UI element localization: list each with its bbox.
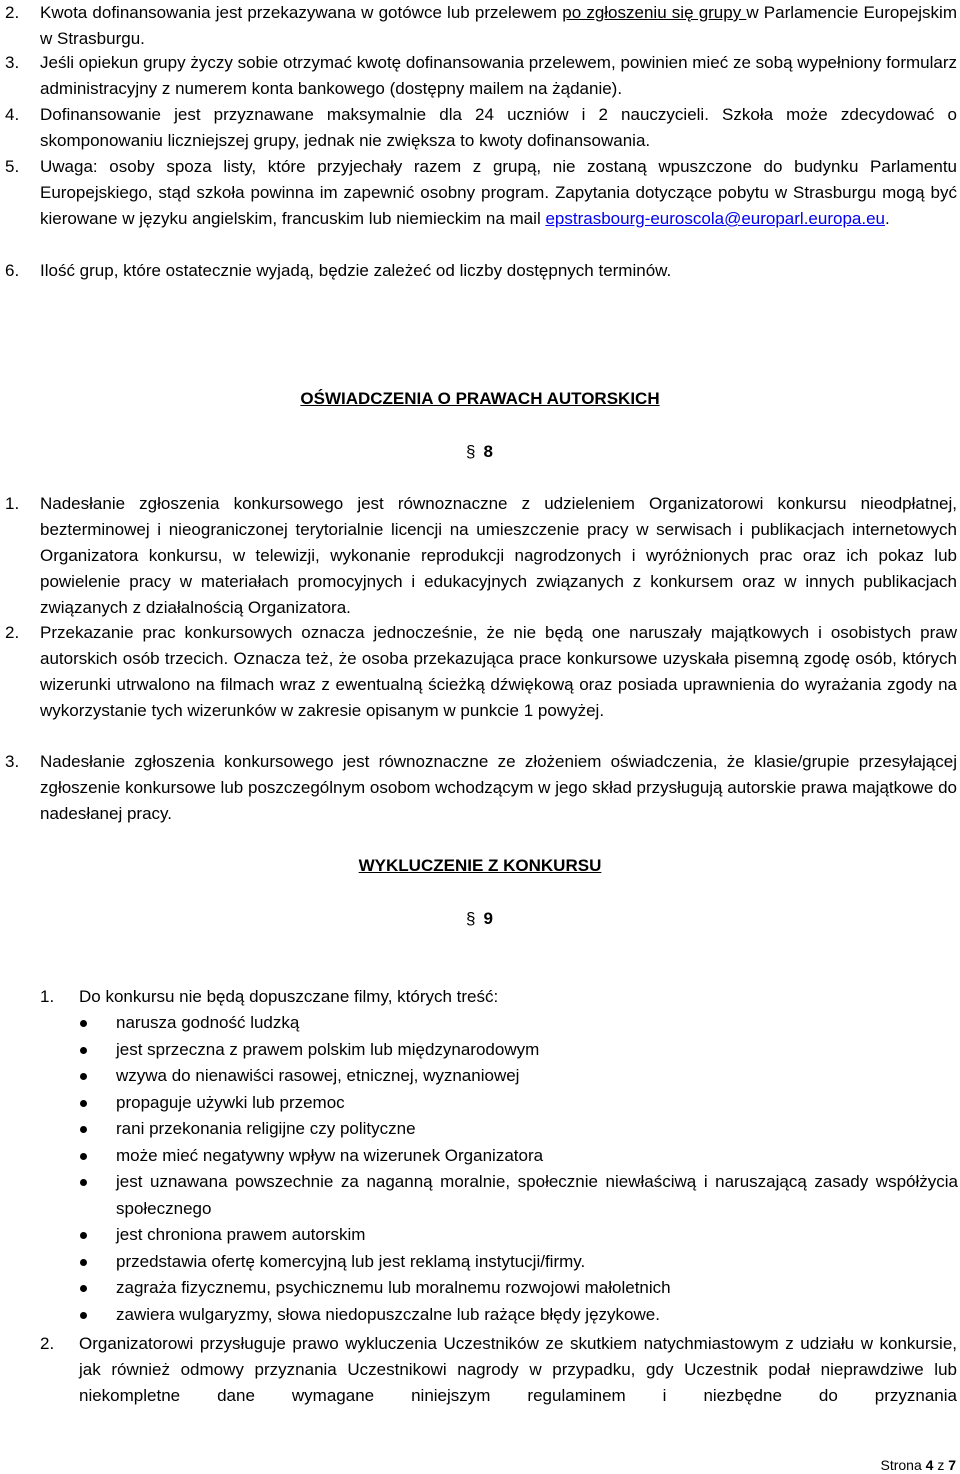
bullet-item: jest sprzeczna z prawem polskim lub międzynarodowym	[80, 1037, 958, 1064]
list-number: 2.	[40, 1334, 55, 1353]
section-symbol: §	[466, 909, 476, 928]
section9-item-1	[5, 984, 957, 1010]
list-number: 2.	[5, 3, 20, 22]
bullet-item: rani przekonania religijne czy polityczne	[80, 1116, 958, 1143]
list-text: Organizatorowi przysługuje prawo wykluczenia Uczestników ze skutkiem natychmiastowym z udziału w konkursie, jak również odmowy przyznania Uczestnikowi nagrody w przypadku, gdy Uczestnik podał nieprawdziwe lub niekompletne dane wymagane niniejszym regulaminem i niezbędne do przyznania	[79, 1334, 957, 1405]
section-heading-copyright: OŚWIADCZENIA O PRAWACH AUTORSKICH	[300, 389, 660, 408]
list-number: 3.	[5, 752, 20, 771]
list-number: 1.	[40, 987, 55, 1006]
section8-item-3	[5, 749, 957, 827]
list-text: Dofinansowanie jest przyznawane maksymalnie dla 24 uczniów i 2 nauczycieli. Szkoła może zdecydować o skomponowaniu liczniejszej grupy, jednak nie zwiększa to kwoty dofinansowania.	[40, 105, 957, 150]
page-sep: z	[937, 1457, 945, 1473]
bullet-list	[80, 1010, 958, 1328]
section-number: 9	[483, 909, 493, 928]
list-number: 2.	[5, 623, 20, 642]
section8-item-2	[5, 620, 957, 724]
list-number: 3.	[5, 53, 20, 72]
bullet-item: jest uznawana powszechnie za naganną moralnie, społecznie niewłaściwą i naruszającą zasady współżycia społecznego	[80, 1169, 958, 1222]
list-item-5	[5, 154, 957, 232]
page-current: 4	[925, 1457, 934, 1473]
bullet-item: jest chroniona prawem autorskim	[80, 1222, 958, 1249]
email-link[interactable]: epstrasbourg-euroscola@europarl.europa.eu	[545, 209, 885, 228]
list-number: 6.	[5, 261, 20, 280]
bullet-item: zawiera wulgaryzmy, słowa niedopuszczalne lub rażące błędy językowe.	[80, 1302, 958, 1329]
bullet-item: może mieć negatywny wpływ na wizerunek Organizatora	[80, 1143, 958, 1170]
list-number: 1.	[5, 494, 20, 513]
list-item-2	[5, 0, 957, 52]
list-text: Do konkursu nie będą dopuszczane filmy, których treść:	[79, 987, 499, 1006]
section9-item-2	[5, 1331, 957, 1409]
list-text: Nadesłanie zgłoszenia konkursowego jest równoznaczne ze złożeniem oświadczenia, że klasie/grupie przesyłającej zgłoszenie konkursowe lub poszczególnym osobom wchodzącym w jego skład przysługują autorskie prawa majątkowe do nadesłanej pracy.	[40, 752, 957, 823]
list-text: Uwaga: osoby spoza listy, które przyjechały razem z grupą, nie zostaną wpuszczone do budynku Parlamentu Europejskiego, stąd szkoła powinna im zapewnić osobny program. Zapytania dotyczące pobytu w Strasburgu mogą być kierowane w języku angielskim, francuskim lub niemieckim na mail epstrasbourg-euroscola@europarl.europa.eu.	[40, 157, 957, 228]
bullet-item: wzywa do nienawiści rasowej, etnicznej, wyznaniowej	[80, 1063, 958, 1090]
list-item-4	[5, 102, 957, 154]
page-total: 7	[948, 1457, 956, 1473]
list-text: Nadesłanie zgłoszenia konkursowego jest równoznaczne z udzieleniem Organizatorowi konkursu nieodpłatnej, bezterminowej i nieograniczonej terytorialnie licencji na umieszczenie pracy w serwisach i publikacjach internetowych Organizatora konkursu, w telewizji, wykonanie reprodukcji nagrodzonych i wyróżnionych prac oraz ich pokaz lub powielenie pracy w materiałach promocyjnych i edukacyjnych związanych z konkursem oraz w innych publikacjach związanych z działalnością Organizatora.	[40, 494, 957, 617]
list-number: 4.	[5, 105, 20, 124]
bullet-item: zagraża fizycznemu, psychicznemu lub moralnemu rozwojowi małoletnich	[80, 1275, 958, 1302]
bullet-item: propaguje używki lub przemoc	[80, 1090, 958, 1117]
paragraph-mark-9	[466, 906, 493, 932]
paragraph-mark-8	[466, 439, 493, 465]
bullet-item: narusza godność ludzką	[80, 1010, 958, 1037]
list-item-6	[5, 258, 957, 284]
page-footer	[880, 1456, 956, 1474]
section8-item-1	[5, 491, 957, 621]
list-text: Kwota dofinansowania jest przekazywana w gotówce lub przelewem po zgłoszeniu się grupy w Parlamencie Europejskim w Strasburgu.	[40, 3, 957, 48]
section-number: 8	[483, 442, 493, 461]
list-number: 5.	[5, 157, 20, 176]
list-text: Ilość grup, które ostatecznie wyjadą, będzie zależeć od liczby dostępnych terminów.	[40, 261, 672, 280]
list-item-3	[5, 50, 957, 102]
section-symbol: §	[466, 442, 476, 461]
page-label: Strona	[880, 1457, 922, 1473]
list-text: Przekazanie prac konkursowych oznacza jednocześnie, że nie będą one naruszały majątkowych i osobistych praw autorskich osób trzecich. Oznacza też, że osoba przekazująca prace konkursowe uzyskała pisemną zgodę osób, których wizerunki utrwalono na filmach wraz z ewentualną ścieżką dźwiękową oraz posiada uprawnienia do wyrażania zgody na wykorzystanie tych wizerunków w zakresie opisanym w punkcie 1 powyżej.	[40, 623, 957, 720]
bullet-item: przedstawia ofertę komercyjną lub jest reklamą instytucji/firmy.	[80, 1249, 958, 1276]
list-text: Jeśli opiekun grupy życzy sobie otrzymać kwotę dofinansowania przelewem, powinien mieć ze sobą wypełniony formularz administracyjny z numerem konta bankowego (dostępny mailem na żądanie).	[40, 53, 957, 98]
section-heading-exclusion: WYKLUCZENIE Z KONKURSU	[358, 856, 602, 875]
